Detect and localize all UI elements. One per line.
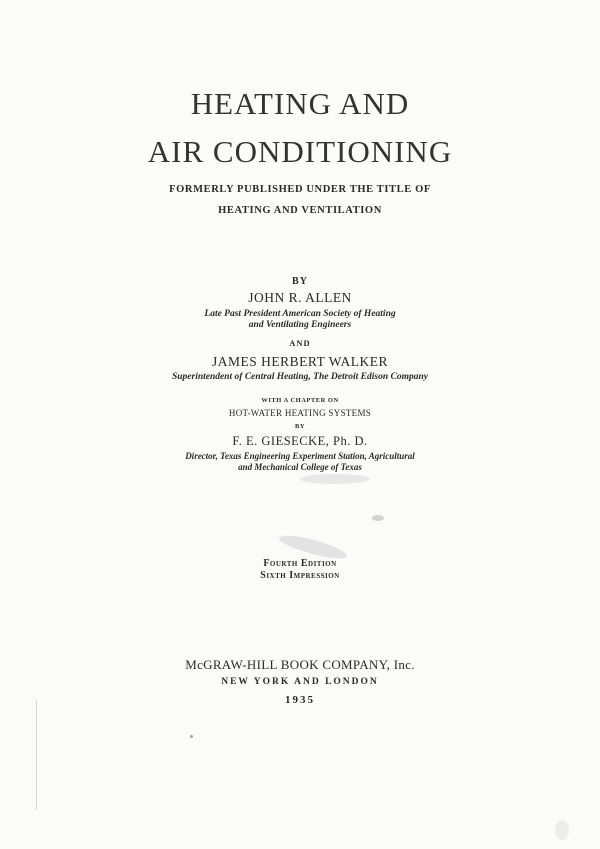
author-3-affiliation-line-1: Director, Texas Engineering Experiment Station, Agricultural: [185, 451, 415, 461]
impression: Sixth Impression: [260, 570, 340, 581]
edition: Fourth Edition: [263, 558, 337, 569]
scan-smudge: [372, 515, 384, 521]
author-2-affiliation: Superintendent of Central Heating, The Detroit Edison Company: [171, 372, 428, 382]
by-small-label: BY: [294, 423, 306, 430]
author-3-name: F. E. GIESECKE, Ph. D.: [232, 434, 368, 448]
scan-smudge: [300, 474, 370, 484]
formerly-line-2: HEATING AND VENTILATION: [218, 205, 382, 216]
author-1-affiliation-line-1: Late Past President American Society of Heating: [204, 309, 396, 319]
formerly-line-1: FORMERLY PUBLISHED UNDER THE TITLE OF: [169, 184, 431, 195]
author-1-affiliation-line-2: and Ventilating Engineers: [248, 320, 352, 330]
author-2-name: JAMES HERBERT WALKER: [212, 354, 388, 369]
with-chapter-label: WITH A CHAPTER ON: [261, 397, 339, 404]
publication-year: 1935: [285, 694, 315, 706]
book-title-line-2: AIR CONDITIONING: [147, 134, 453, 169]
author-1-name: JOHN R. ALLEN: [248, 290, 352, 305]
author-3-affiliation-line-2: and Mechanical College of Texas: [238, 462, 362, 472]
scan-edge-line: [36, 700, 37, 810]
scan-smudge: [555, 820, 569, 840]
book-title-line-1: HEATING AND: [190, 86, 410, 121]
publisher: McGRAW-HILL BOOK COMPANY, Inc.: [185, 657, 415, 672]
publication-place: NEW YORK AND LONDON: [221, 677, 379, 687]
chapter-title: HOT-WATER HEATING SYSTEMS: [228, 408, 372, 418]
and-label: AND: [289, 338, 311, 348]
scan-speck: [190, 735, 193, 738]
by-label: BY: [292, 276, 308, 287]
